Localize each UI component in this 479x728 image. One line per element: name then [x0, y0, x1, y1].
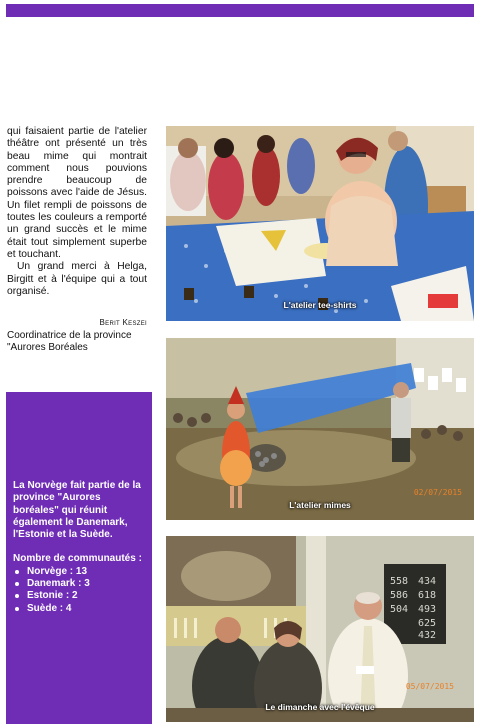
photo-date-stamp: 05/07/2015 — [405, 682, 454, 691]
communities-heading: Nombre de communautés : — [13, 553, 142, 565]
svg-text:434: 434 — [418, 576, 437, 587]
province-intro: La Norvège fait partie de la province "Aurores boréales" qui réunit également le Danemark, l'Estonie et la Suède. — [13, 480, 141, 541]
list-item: Danemark : 3 — [13, 578, 146, 590]
author-role: Coordinatrice de la province "Aurores Boréales — [7, 330, 132, 353]
photo-tshirt-workshop — [166, 126, 474, 321]
photo-sunday-bishop — [166, 536, 474, 722]
photo-caption: L'atelier tee-shirts — [283, 300, 357, 310]
communities-list — [13, 566, 146, 615]
article-paragraph-1: qui faisaient partie de l'atelier théâtre ont présenté un très beau mime qui montrait comment nous pouvions prendre beaucoup de poissons avec l'aide de Jésus. Un filet rempli de poissons de toutes les couleurs a remporté un grand succès et le mime était tout simplement superbe et touchant. — [7, 126, 147, 260]
photo-mime-workshop — [166, 338, 474, 520]
photo-tshirt-image — [166, 126, 474, 321]
top-accent-bar — [6, 4, 474, 17]
svg-text:504: 504 — [390, 604, 409, 615]
svg-text:586: 586 — [390, 590, 409, 601]
svg-text:558: 558 — [390, 576, 409, 587]
article-paragraph-2: Un grand merci à Helga, Birgitt et à l'équipe qui a tout organisé. — [7, 261, 147, 297]
article-body — [7, 126, 147, 298]
province-info-box — [6, 392, 152, 724]
photo-bishop-image — [166, 536, 474, 722]
article-text — [7, 126, 147, 298]
list-item: Suède : 4 — [13, 603, 146, 615]
list-item: Estonie : 2 — [13, 590, 146, 602]
signature-block — [7, 318, 147, 354]
photo-date-stamp: 02/07/2015 — [413, 488, 462, 497]
svg-text:625: 625 — [418, 618, 437, 629]
photo-caption: Le dimanche avec l'évêque — [265, 702, 375, 712]
photo-caption: L'atelier mimes — [289, 500, 351, 510]
svg-text:493: 493 — [418, 604, 437, 615]
author-name: Berit Keszei — [99, 318, 147, 327]
svg-text:432: 432 — [418, 630, 437, 641]
list-item: Norvège : 13 — [13, 566, 146, 578]
svg-text:618: 618 — [418, 590, 437, 601]
